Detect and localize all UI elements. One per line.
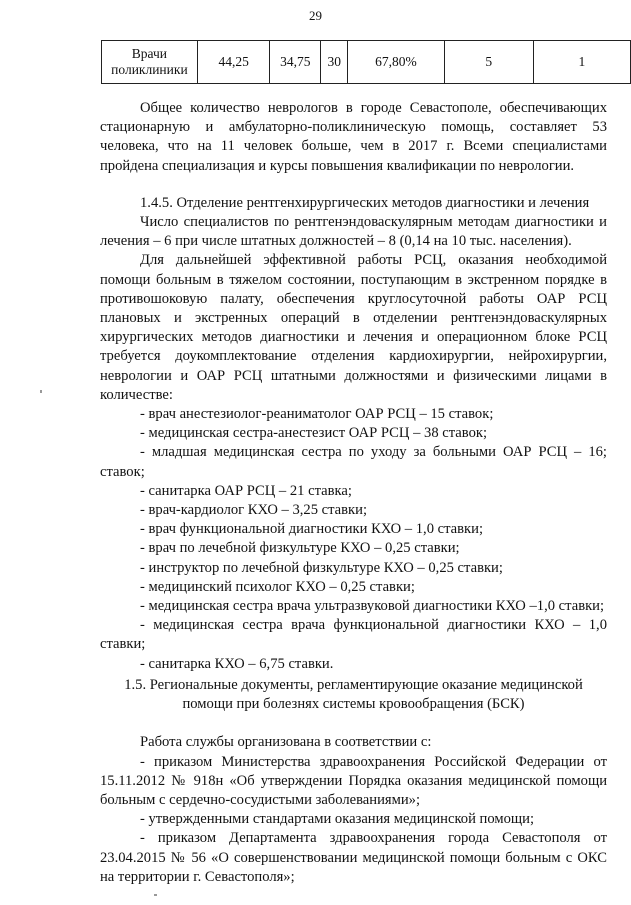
- table-cell: 30: [321, 41, 348, 84]
- list-item: - врач-кардиолог КХО – 3,25 ставки;: [140, 502, 368, 519]
- list-item: - младшая медицинская сестра по уходу за больными ОАР РСЦ – 16; ставок;: [100, 444, 607, 480]
- list-item: - приказом Министерства здравоохранения Российской Федерации от 15.11.2012 № 918н «Об утверждении Порядка оказания медицинской помощи больным с сердечно-сосудистыми заболеваниями»;: [100, 753, 607, 808]
- table-cell: 34,75: [270, 41, 321, 84]
- body-text: [100, 99, 607, 887]
- scan-mark: [40, 390, 42, 393]
- section-heading-1-4-5: 1.4.5. Отделение рентгенхирургических методов диагностики и лечения: [140, 194, 590, 211]
- list-item: - утвержденными стандартами оказания медицинской помощи;: [140, 811, 535, 828]
- list-item: - медицинская сестра врача ультразвуковой диагностики КХО –1,0 ставки;: [140, 598, 605, 615]
- list-item: - медицинская сестра-анестезист ОАР РСЦ – 38 ставок;: [140, 425, 488, 442]
- section-heading-1-5: 1.5. Региональные документы, регламентирующие оказание медицинской помощи при болезнях системы кровообращения (БСК): [124, 676, 583, 713]
- staff-list: [100, 405, 607, 674]
- list-item: - инструктор по лечебной физкультуре КХО – 0,25 ставки;: [140, 559, 503, 576]
- table-cell: 44,25: [197, 41, 270, 84]
- paragraph-specialists: Число специалистов по рентгенэндоваскулярным методам диагностики и лечения – 6 при числе штатных должностей – 8 (0,14 на 10 тыс. населения).: [100, 214, 607, 250]
- list-item: - медицинская сестра врача функциональной диагностики КХО – 1,0 ставки;: [100, 617, 607, 653]
- page-number: 29: [309, 8, 322, 23]
- list-item: - санитарка ОАР РСЦ – 21 ставка;: [140, 482, 352, 499]
- data-table: [101, 40, 631, 84]
- paragraph-staffing: Для дальнейшей эффективной работы РСЦ, оказания необходимой помощи больным в тяжелом состоянии, поступающим в экстренном порядке в противошоковую палату, обеспечения круглосуточной работы ОАР РСЦ плановых и экстренных операций в отделении рентгенэндоваскулярных хирургических методов диагностики и лечения и операционном блоке РСЦ требуется доукомплектование отделения кардиохирургии, нейрохирургии, неврологии и ОАР РСЦ штатными должностями и физическими лицами в количестве:: [100, 252, 607, 403]
- list-item: - санитарка КХО – 6,75 ставки.: [140, 655, 334, 672]
- table-cell: 5: [444, 41, 533, 84]
- paragraph-organized: Работа службы организована в соответствии с:: [140, 734, 432, 751]
- list-item: - врач анестезиолог-реаниматолог ОАР РСЦ – 15 ставок;: [140, 406, 494, 423]
- list-item: - врач функциональной диагностики КХО – 1,0 ставки;: [140, 521, 483, 538]
- table-cell: Врачи поликлиники: [102, 41, 198, 84]
- table-cell: 67,80%: [348, 41, 444, 84]
- documents-list: [100, 753, 607, 887]
- list-item: - медицинский психолог КХО – 0,25 ставки;: [140, 578, 415, 595]
- table-row: [102, 41, 631, 84]
- scan-mark: [154, 894, 157, 896]
- list-item: - врач по лечебной физкультуре КХО – 0,25 ставки;: [140, 540, 460, 557]
- list-item: - приказом Департамента здравоохранения города Севастополя от 23.04.2015 № 56 «О совершенствовании медицинской помощи больным с ОКС на территории г. Севастополя»;: [100, 830, 607, 885]
- table-cell: 1: [533, 41, 630, 84]
- paragraph-neurologists: Общее количество неврологов в городе Севастополе, обеспечивающих стационарную и амбулаторно-поликлиническую помощь, составляет 53 человека, что на 11 человек больше, чем в 2017 г. Всеми специалистами пройдена специализация и курсы повышения квалификации по неврологии.: [100, 100, 607, 174]
